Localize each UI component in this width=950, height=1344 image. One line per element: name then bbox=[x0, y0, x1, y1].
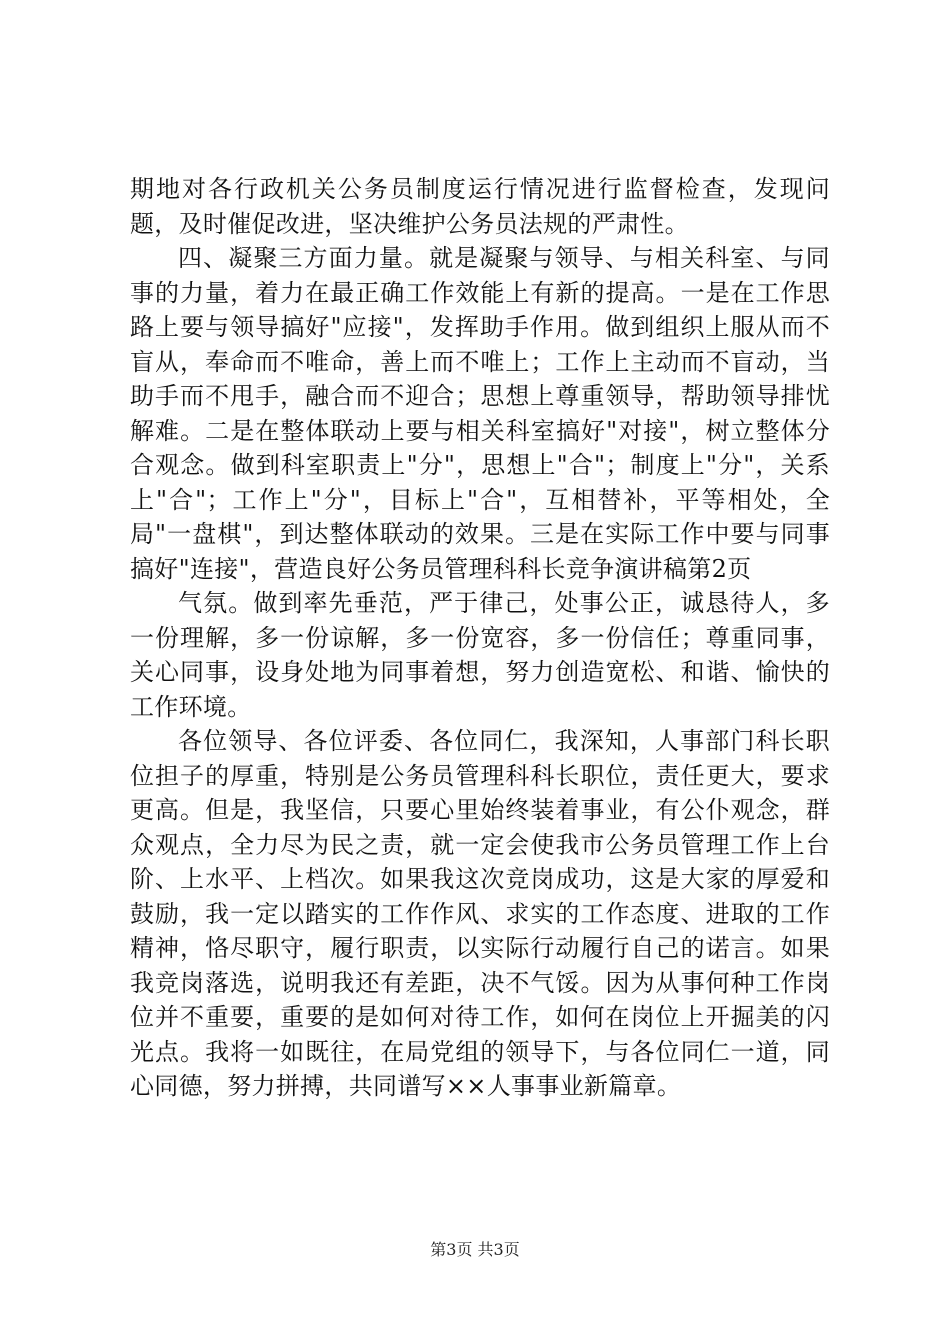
paragraph-four-forces: 四、凝聚三方面力量。就是凝聚与领导、与相关科室、与同事的力量，着力在最正确工作效能上有新的提高。一是在工作思路上要与领导搞好"应接"，发挥助手作用。做到组织上服从而不盲从，奉命而不唯命，善上而不唯上；工作上主动而不盲动，当助手而不甩手，融合而不迎合；思想上尊重领导，帮助领导排忧解难。二是在整体联动上要与相关科室搞好"对接"，树立整体分合观念。做到科室职责上"分"，思想上"合"；制度上"分"，关系上"合"；工作上"分"，目标上"合"，互相替补，平等相处，全局"一盘棋"，到达整体联动的效果。三是在实际工作中要与同事搞好"连接"，营造良好公务员管理科科长竞争演讲稿第2页 bbox=[130, 244, 830, 583]
paragraph-closing: 各位领导、各位评委、各位同仁，我深知，人事部门科长职位担子的厚重，特别是公务员管理科科长职位，责任更大，要求更高。但是，我坚信，只要心里始终装着事业，有公仆观念，群众观点，全力尽为民之责，就一定会使我市公务员管理工作上台阶、上水平、上档次。如果我这次竞岗成功，这是大家的厚爱和鼓励，我一定以踏实的工作作风、求实的工作态度、进取的工作精神，恪尽职守，履行职责，以实际行动履行自己的诺言。如果我竞岗落选，说明我还有差距，决不气馁。因为从事何种工作岗位并不重要，重要的是如何对待工作，如何在岗位上开掘美的闪光点。我将一如既往，在局党组的领导下，与各位同仁一道，同心同德，努力拼搏，共同谱写××人事事业新篇章。 bbox=[130, 727, 830, 1100]
document-body bbox=[130, 172, 830, 1104]
page-footer: 第3页 共3页 bbox=[430, 1240, 520, 1259]
paragraph-atmosphere: 气氛。做到率先垂范，严于律己，处事公正，诚恳待人，多一份理解，多一份谅解，多一份宽容，多一份信任；尊重同事，关心同事，设身处地为同事着想，努力创造宽松、和谐、愉快的工作环境。 bbox=[130, 589, 830, 721]
paragraph-continuation: 期地对各行政机关公务员制度运行情况进行监督检查，发现问题，及时催促改进，坚决维护公务员法规的严肃性。 bbox=[130, 175, 830, 238]
